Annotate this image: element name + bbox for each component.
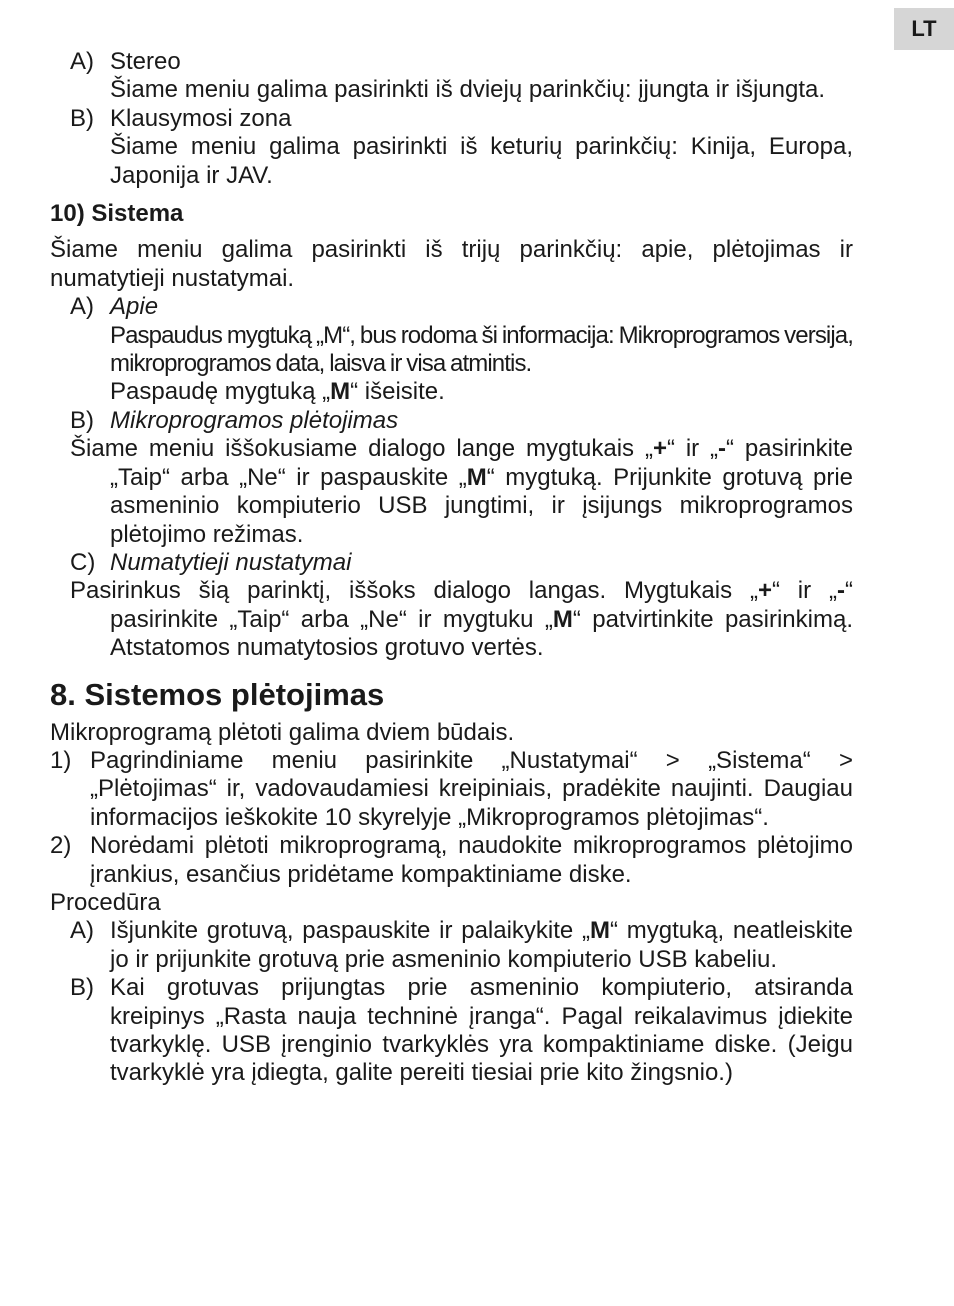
item-label: A) bbox=[70, 48, 94, 75]
key-minus: - bbox=[718, 435, 727, 463]
item-label: 2) bbox=[50, 832, 72, 860]
key-plus: + bbox=[757, 577, 772, 605]
item-text: Kai grotuvas prijungtas prie asmeninio kompiuterio, atsiranda kreipinys „Rasta nauja techninė įranga“. Pagal reikalavimus įdiekite tvarkyklę. USB įrenginio tvarkyklės yra kompaktiniame diske. (Jeigu tvarkyklė yra įdiegta, galite pereiti tiesiai prie kito žingsnio.) bbox=[110, 974, 853, 1087]
list-item bbox=[50, 747, 853, 832]
procedure-step-b bbox=[50, 974, 853, 1088]
listening-zone-item bbox=[50, 105, 853, 190]
item-label: 1) bbox=[50, 746, 72, 774]
item-title: Apie bbox=[110, 293, 159, 321]
section-heading: 8. Sistemos plėtojimas bbox=[50, 676, 385, 712]
key-m: M bbox=[330, 378, 351, 406]
item-title: Numatytieji nustatymai bbox=[110, 548, 352, 576]
item-text: Pagrindiniame meniu pasirinkite „Nustatymai“ > „Sistema“ > „Plėtojimas“ ir, vadovaudamiesi kreipiniais, pradėkite naujinti. Daugiau informacijos ieškokite 10 skyrelyje „Mikroprogramos plėtojimas“. bbox=[90, 746, 853, 831]
item-label: A) bbox=[70, 293, 94, 321]
page-content bbox=[50, 48, 853, 1088]
default-settings-description: Pasirinkus šią parinktį, iššoks dialogo langas. Mygtukais „+“ ir „-“ pasirinkite „Taip“ arba „Ne“ ir mygtuku „M“ patvirtinkite pasirinkimą. Atstatomos numatytosios grotuvo vertės. bbox=[70, 577, 853, 662]
item-label: B) bbox=[70, 974, 94, 1002]
key-m: M bbox=[590, 917, 611, 945]
item-title: Stereo bbox=[110, 48, 181, 75]
item-exit-note: Paspaudę mygtuką „M“ išeisite. bbox=[110, 378, 445, 406]
list-item bbox=[50, 832, 853, 889]
language-tab: LT bbox=[894, 8, 954, 50]
firmware-upgrade-description: Šiame meniu iššokusiame dialogo lange mygtukais „+“ ir „-“ pasirinkite „Taip“ arba „Ne“ ir paspauskite „M“ mygtuką. Prijunkite grotuvą prie asmeninio kompiuterio USB jungtimi, ir įsijungs mikroprogramos plėtojimo režimas. bbox=[70, 435, 853, 548]
item-label: C) bbox=[70, 548, 96, 576]
item-description: Paspaudus mygtuką „M“, bus rodoma ši informacija: Mikroprogramos versija, mikroprogramos data, laisva ir visa atmintis. bbox=[110, 321, 853, 378]
procedure-step-a bbox=[50, 917, 853, 974]
stereo-item bbox=[50, 48, 853, 105]
item-text: Norėdami plėtoti mikroprogramą, naudokite mikroprogramos plėtojimo įrankius, esančius pridėtame kompaktiniame diske. bbox=[90, 832, 853, 888]
item-label: A) bbox=[70, 917, 94, 945]
firmware-upgrade-item bbox=[50, 407, 853, 435]
subsection-heading: 10) Sistema bbox=[50, 200, 184, 228]
item-description: Šiame meniu galima pasirinkti iš keturių parinkčių: Kinija, Europa, Japonija ir JAV. bbox=[110, 133, 853, 189]
procedure-title: Procedūra bbox=[50, 888, 161, 916]
key-plus: + bbox=[652, 435, 667, 463]
item-title: Mikroprogramos plėtojimas bbox=[110, 406, 399, 434]
key-m: M bbox=[466, 463, 487, 491]
key-m: M bbox=[552, 605, 573, 633]
item-text: Išjunkite grotuvą, paspauskite ir palaikykite „M“ mygtuką, neatleiskite jo ir prijunkite grotuvą prie asmeninio kompiuterio USB kabeliu. bbox=[110, 917, 853, 973]
about-item bbox=[50, 293, 853, 407]
item-label: B) bbox=[70, 104, 94, 132]
item-title: Klausymosi zona bbox=[110, 104, 292, 132]
item-label: B) bbox=[70, 406, 94, 434]
key-minus: - bbox=[836, 577, 845, 605]
item-description: Šiame meniu galima pasirinkti iš dviejų parinkčių: įjungta ir išjungta. bbox=[110, 76, 825, 104]
default-settings-item bbox=[50, 549, 853, 577]
section-intro: Mikroprogramą plėtoti galima dviem būdais. bbox=[50, 718, 515, 746]
subsection-intro: Šiame meniu galima pasirinkti iš trijų parinkčių: apie, plėtojimas ir numatytieji nustatymai. bbox=[50, 236, 853, 292]
